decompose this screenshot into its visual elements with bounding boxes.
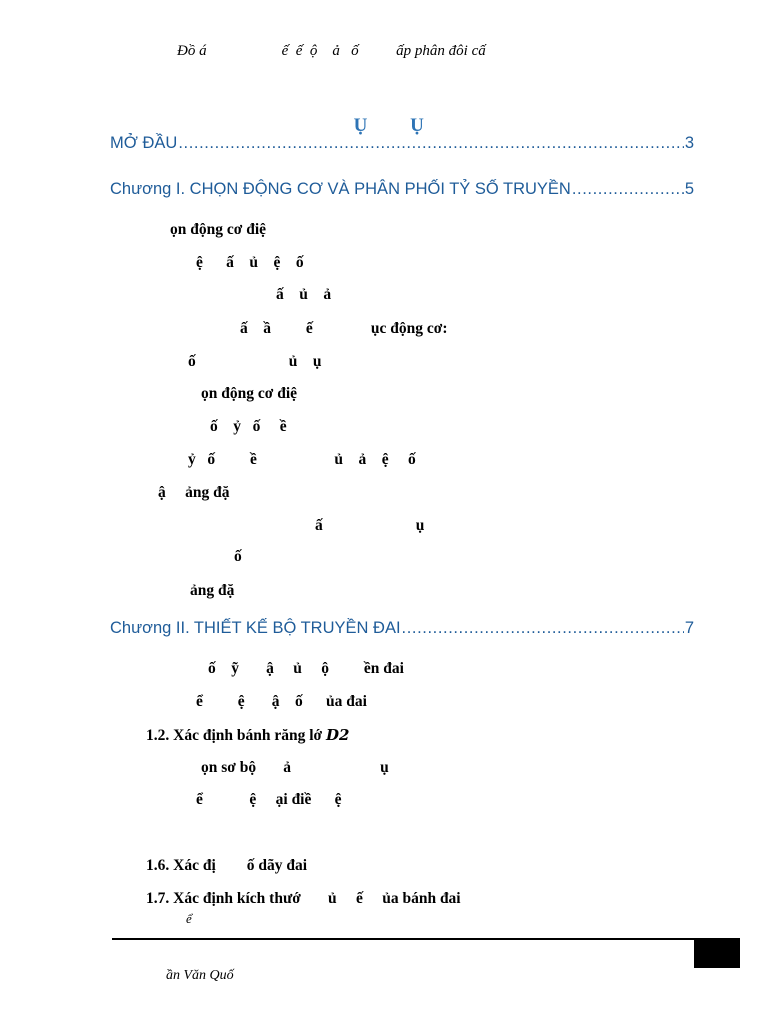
document-header: Đồ á ế ế ộ ả ố ấp phân đôi cấ bbox=[177, 43, 486, 59]
toc-sub-entry[interactable]: ố ỹ ậ ủ ộ ền đai bbox=[208, 660, 404, 677]
toc-sub-entry[interactable]: ố bbox=[234, 548, 242, 565]
page-number-box bbox=[694, 940, 740, 968]
toc-sub-entry[interactable]: ấ ủ ả bbox=[276, 286, 332, 303]
toc-sub-entry[interactable]: ể ệ ậ ố ủa đai bbox=[196, 693, 367, 710]
dot-leader bbox=[178, 134, 683, 153]
footer-author: ần Văn Quố bbox=[166, 968, 234, 983]
toc-heading-part-2: Ụ bbox=[410, 115, 424, 136]
toc-sub-entry[interactable]: ảng đặ bbox=[190, 582, 235, 599]
toc-sub-entry-1-7[interactable]: 1.7. Xác định kích thướ ủ ế ủa bánh đai bbox=[146, 890, 461, 907]
toc-entry-chuong-1[interactable] bbox=[110, 180, 694, 199]
dot-leader bbox=[572, 180, 684, 199]
toc-sub-entry[interactable]: ấ ầ ế ục động cơ: bbox=[240, 320, 448, 337]
toc-sub-entry[interactable]: ấ ụ bbox=[315, 517, 425, 534]
toc-sub-entry[interactable]: ố ủ ụ bbox=[188, 353, 322, 370]
toc-sub-entry[interactable]: ọn động cơ điệ bbox=[201, 385, 298, 402]
toc-entry-label: Chương I. CHỌN ĐỘNG CƠ VÀ PHÂN PHỐI TỶ SỐ TRUYỀN bbox=[110, 180, 571, 198]
toc-sub-entry-fragment: ể bbox=[186, 911, 192, 926]
toc-heading bbox=[0, 93, 768, 137]
toc-entry-label: Chương II. THIẾT KẾ BỘ TRUYỀN ĐAI bbox=[110, 619, 401, 637]
footer-rule bbox=[112, 938, 740, 940]
toc-entry-mo-dau[interactable] bbox=[110, 134, 694, 153]
toc-sub-entry[interactable]: ỷ ố ề ủ ả ệ ố bbox=[188, 451, 416, 468]
dot-leader bbox=[402, 619, 684, 638]
toc-entry-label: MỞ ĐẦU bbox=[110, 134, 178, 152]
toc-entry-chuong-2[interactable] bbox=[110, 619, 694, 638]
toc-sub-entry[interactable]: ể ệ ại điề ệ bbox=[196, 791, 342, 808]
toc-sub-entry-label: 1.2. Xác định bánh răng lớ bbox=[146, 727, 323, 744]
toc-entry-page: 5 bbox=[684, 180, 694, 198]
toc-entry-page: 7 bbox=[684, 619, 694, 637]
toc-sub-entry[interactable]: ọn động cơ điệ bbox=[170, 221, 267, 238]
toc-sub-entry[interactable]: ọn sơ bộ ả ụ bbox=[201, 759, 389, 776]
toc-entry-page: 3 bbox=[684, 134, 694, 152]
math-d2: D2 bbox=[326, 726, 350, 744]
toc-sub-entry[interactable]: ậ ảng đặ bbox=[158, 484, 230, 501]
toc-sub-entry[interactable]: ệ ấ ủ ệ ố bbox=[196, 254, 304, 271]
toc-heading-part-1: Ụ bbox=[353, 115, 368, 136]
toc-sub-entry[interactable]: ố ỷ ố ề bbox=[210, 418, 287, 435]
toc-sub-entry-1-2[interactable] bbox=[146, 726, 349, 745]
toc-sub-entry-1-6[interactable]: 1.6. Xác đị ố dãy đai bbox=[146, 857, 308, 874]
